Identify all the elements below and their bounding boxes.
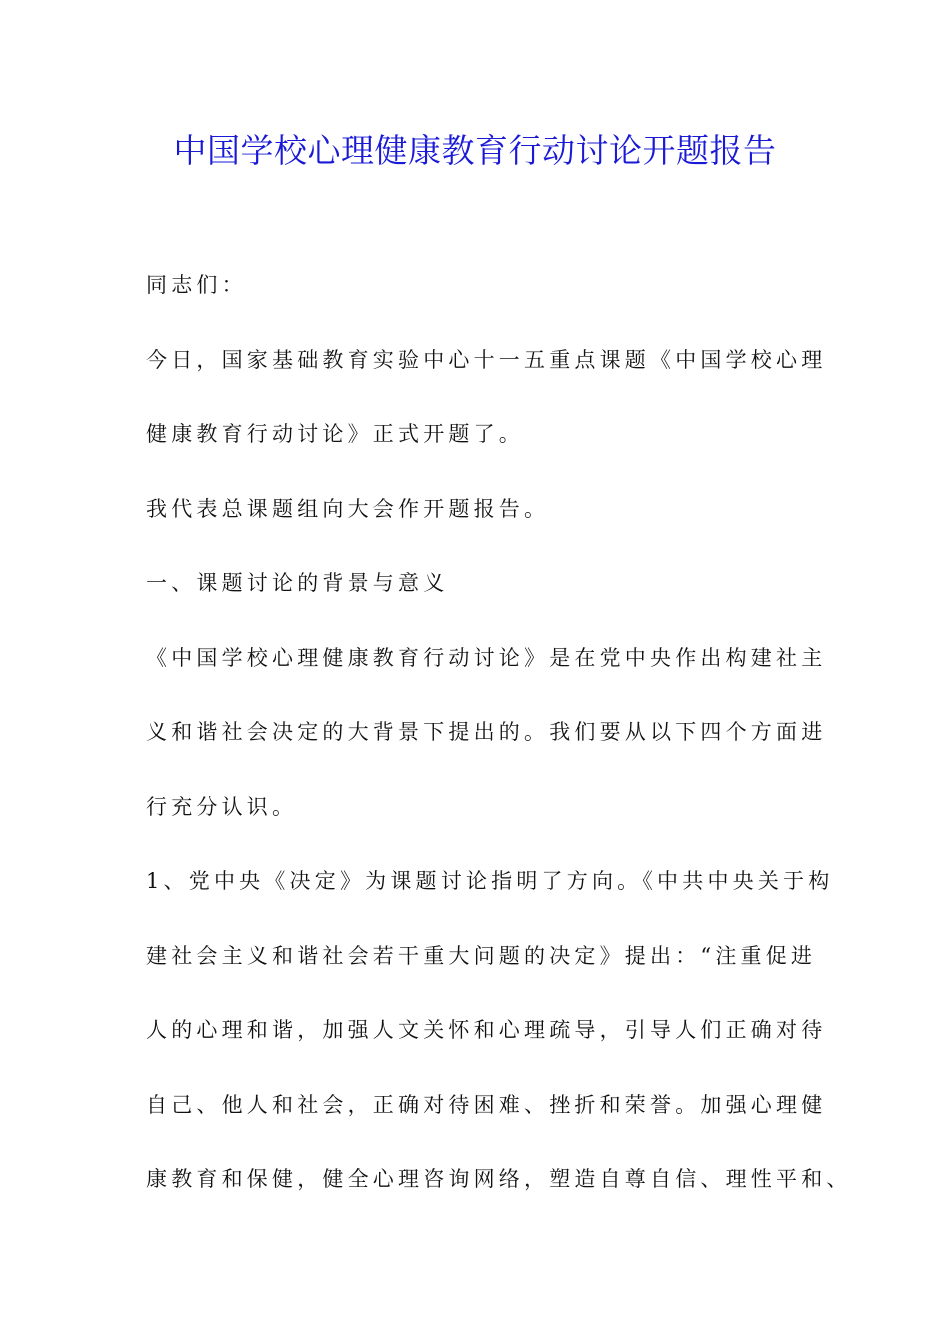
paragraph-line: 康教育和保健，健全心理咨询网络，塑造自尊自信、理性平和、	[146, 1167, 852, 1191]
paragraph-line: 建社会主义和谐社会若干重大问题的决定》提出：“注重促进	[146, 943, 817, 968]
document-body	[146, 248, 852, 1217]
paragraph-line: 行充分认识。	[146, 794, 298, 819]
paragraph-line: 今日，国家基础教育实验中心十一五重点课题《中国学校心理	[146, 347, 827, 372]
paragraph-line: 1、党中央《决定》为课题讨论指明了方向。《中共中央关于构	[146, 869, 834, 893]
paragraph-line: 健康教育行动讨论》正式开题了。	[146, 422, 524, 446]
page-title: 中国学校心理健康教育行动讨论开题报告	[173, 131, 777, 170]
section-heading: 一、课题讨论的背景与意义	[146, 571, 449, 595]
paragraph-line: 我代表总课题组向大会作开题报告。	[146, 496, 550, 521]
paragraph-line: 同志们：	[146, 273, 247, 297]
paragraph-line: 自己、他人和社会，正确对待困难、挫折和荣誉。加强心理健	[146, 1092, 827, 1117]
paragraph-line: 人的心理和谐，加强人文关怀和心理疏导，引导人们正确对待	[146, 1018, 827, 1042]
paragraph-line: 义和谐社会决定的大背景下提出的。我们要从以下四个方面进	[146, 720, 827, 744]
paragraph-line: 《中国学校心理健康教育行动讨论》是在党中央作出构建社主	[146, 645, 827, 670]
